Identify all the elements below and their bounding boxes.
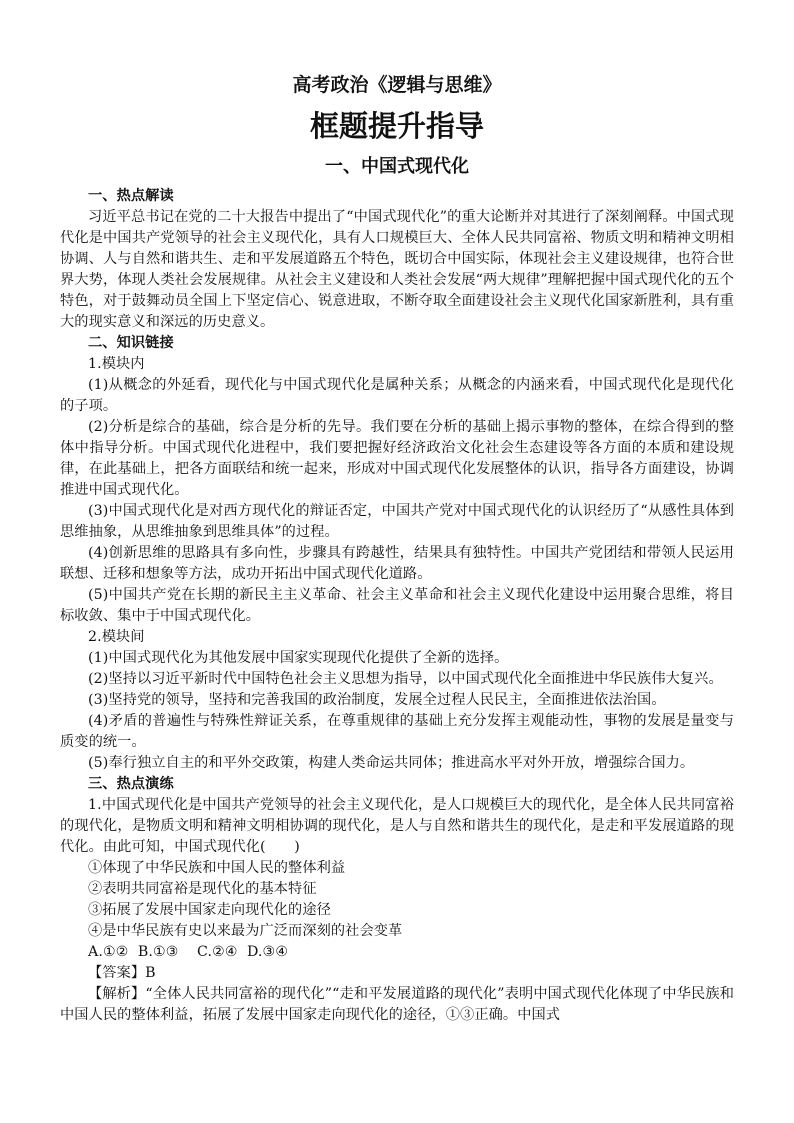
section-heading-hotspot: 一、热点解读 bbox=[88, 188, 174, 204]
answer-label: 【答案】B bbox=[88, 965, 156, 981]
module-between-item: (1)中国式现代化为其他发展中国家实现现代化提供了全新的选择。 bbox=[88, 650, 509, 666]
module-inner-item: (1)从概念的外延看，现代化与中国式现代化是属种关系；从概念的内涵来看，中国式现代化是现代化的子项。 bbox=[60, 377, 734, 414]
module-inner-item: (3)中国式现代化是对西方现代化的辩证否定，中国共产党对中国式现代化的认识经历了“从感性具体到思维抽象，从思维抽象到思维具体”的过程。 bbox=[60, 503, 734, 540]
section-heading-practice: 三、热点演练 bbox=[88, 776, 174, 792]
section-heading-knowledge: 二、知识链接 bbox=[88, 335, 174, 351]
question-stem: 1.中国式现代化是中国共产党领导的社会主义现代化，是人口规模巨大的现代化，是全体人民共同富裕的现代化，是物质文明和精神文明相协调的现代化，是人与自然和谐共生的现代化，是走和平发展道路的现代化。由此可知，中国式现代化( ) bbox=[60, 797, 734, 855]
topic-heading: 一、中国式现代化 bbox=[325, 156, 469, 177]
answer-choices: A.①② B.①③ C.②④ D.③④ bbox=[88, 944, 289, 960]
module-between-item: (2)坚持以习近平新时代中国特色社会主义思想为指导，以中国式现代化全面推进中华民族伟大复兴。 bbox=[88, 671, 723, 687]
module-inner-item: (5)中国共产党在长期的新民主主义革命、社会主义革命和社会主义现代化建设中运用聚合思维，将目标收敛、集中于中国式现代化。 bbox=[60, 587, 734, 624]
question-statement: ④是中华民族有史以来最为广泛而深刻的社会变革 bbox=[88, 923, 403, 939]
hotspot-paragraph: 习近平总书记在党的二十大报告中提出了“中国式现代化”的重大论断并对其进行了深刻阐释。中国式现代化是中国共产党领导的社会主义现代化，具有人口规模巨大、全体人民共同富裕、物质文明和精神文明相协调、人与自然和谐共生、走和平发展道路五个特色，既切合中国实际，体现社会主义建设规律，也符合世界大势，体现人类社会发展规律。从社会主义建设和人类社会发展“两大规律”理解把握中国式现代化的五个特色，对于鼓舞动员全国上下坚定信心、锐意进取，不断夺取全面建设社会主义现代化国家新胜利，具有重大的现实意义和深远的历史意义。 bbox=[60, 209, 734, 330]
question-statement: ③拓展了发展中国家走向现代化的途径 bbox=[88, 902, 331, 918]
question-statement: ①体现了中华民族和中国人民的整体利益 bbox=[88, 860, 346, 876]
analysis-paragraph: 【解析】“全体人民共同富裕的现代化”“走和平发展道路的现代化”表明中国式现代化体现了中华民族和中国人民的整体利益，拓展了发展中国家走向现代化的途径，①③正确。中国式 bbox=[60, 986, 734, 1023]
document-body bbox=[60, 186, 734, 1026]
module-inner-item: (2)分析是综合的基础，综合是分析的先导。我们要在分析的基础上揭示事物的整体，在综合得到的整体中指导分析。中国式现代化进程中，我们要把握好经济政治文化社会生态建设等各方面的本质和建设规律，在此基础上，把各方面联结和统一起来，形成对中国式现代化发展整体的认识，指导各方面建设，协调推进中国式现代化。 bbox=[60, 419, 734, 498]
module-inner-label: 1.模块内 bbox=[88, 356, 145, 372]
document-subtitle: 高考政治《逻辑与思维》 bbox=[292, 74, 502, 96]
module-between-item: (5)奉行独立自主的和平外交政策，构建人类命运共同体；推进高水平对外开放，增强综合国力。 bbox=[88, 755, 695, 771]
module-between-item: (4)矛盾的普遍性与特殊性辩证关系，在尊重规律的基础上充分发挥主观能动性，事物的发展是量变与质变的统一。 bbox=[60, 713, 734, 750]
question-statement: ②表明共同富裕是现代化的基本特征 bbox=[88, 881, 317, 897]
module-inner-item: (4)创新思维的思路具有多向性，步骤具有跨越性，结果具有独特性。中国共产党团结和带领人民运用联想、迁移和想象等方法，成功开拓出中国式现代化道路。 bbox=[60, 545, 734, 582]
module-between-item: (3)坚持党的领导，坚持和完善我国的政治制度，发展全过程人民民主，全面推进依法治国。 bbox=[88, 692, 666, 708]
module-between-label: 2.模块间 bbox=[88, 629, 145, 645]
document-title: 框题提升指导 bbox=[309, 109, 484, 143]
